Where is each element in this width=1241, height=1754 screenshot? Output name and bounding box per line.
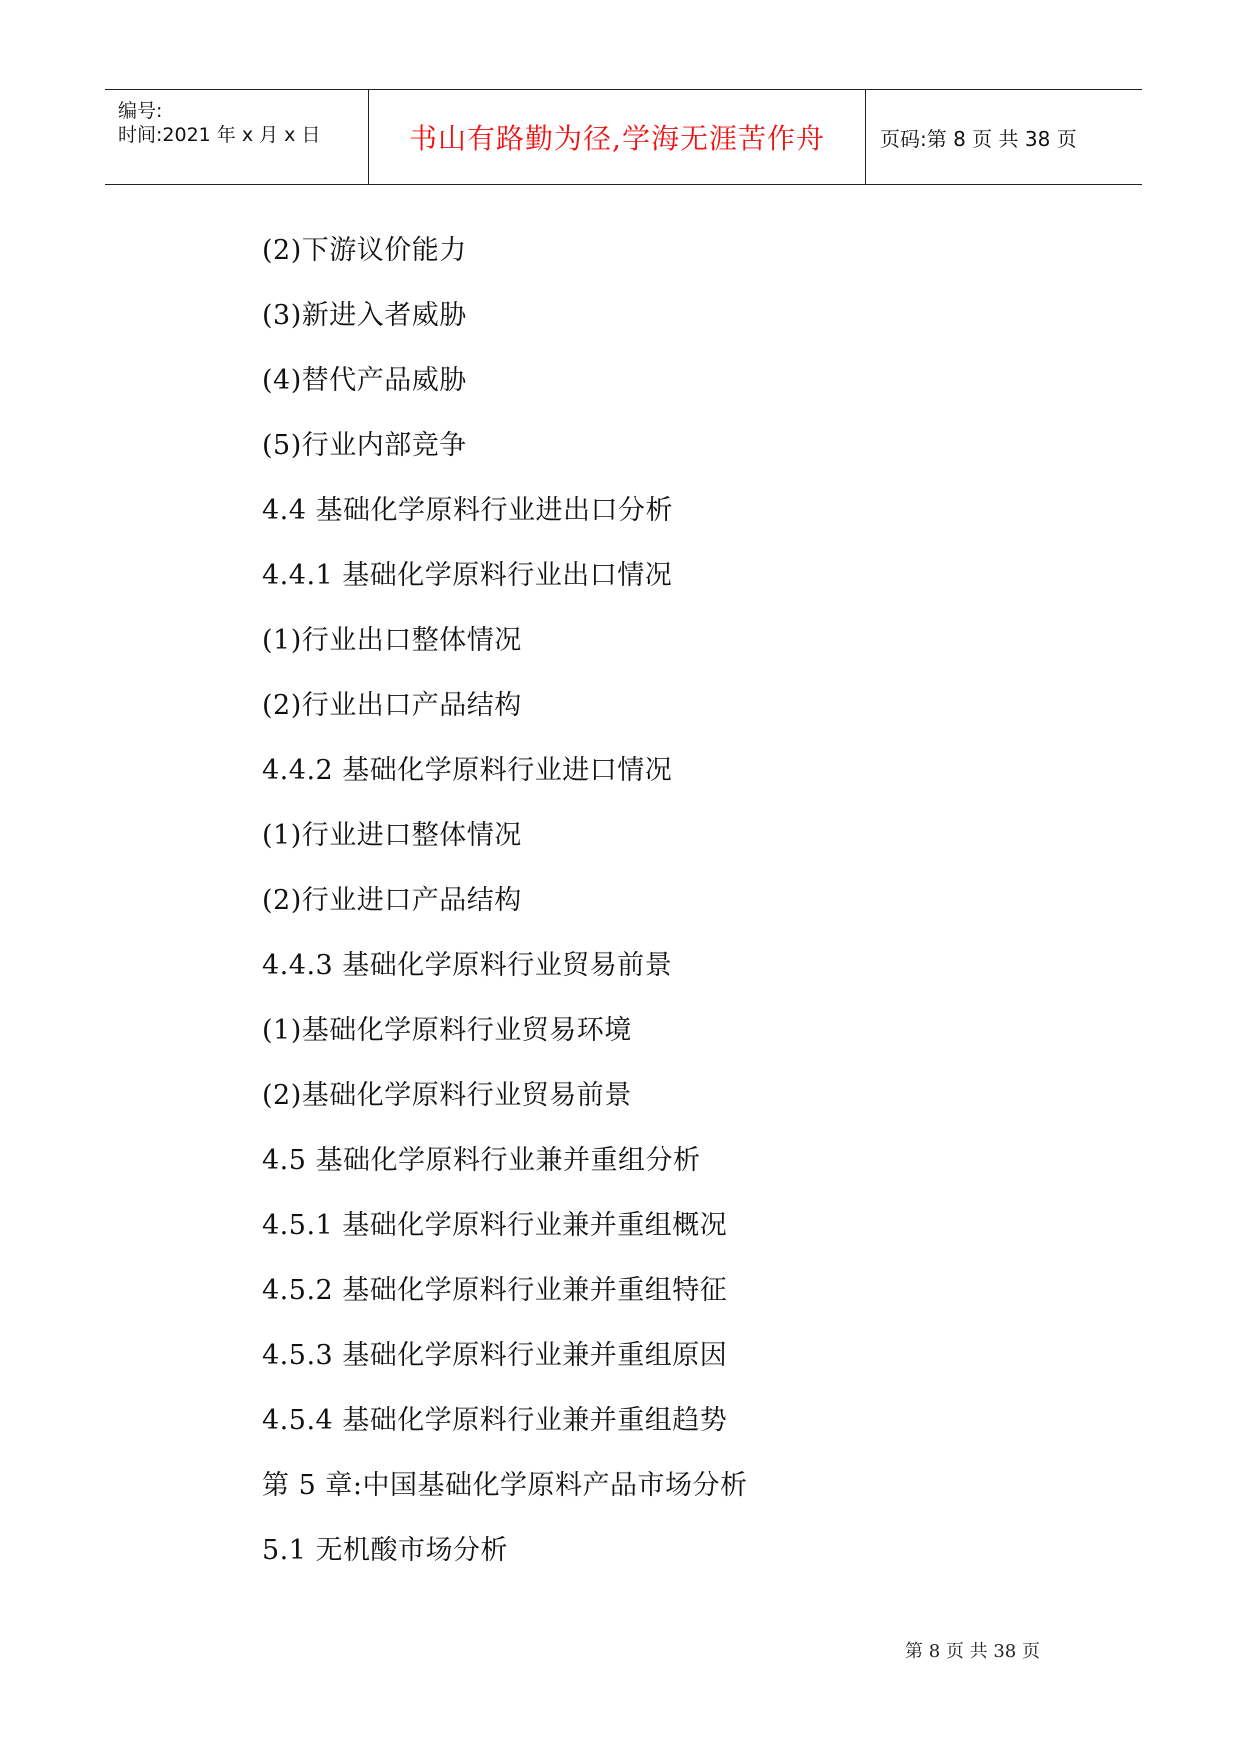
- document-number-label: 编号:: [118, 100, 163, 122]
- toc-item: (5)行业内部竞争: [262, 430, 467, 461]
- toc-item: (2)下游议价能力: [262, 235, 467, 266]
- toc-item: (2)行业进口产品结构: [262, 885, 522, 916]
- toc-item: 4.5.3 基础化学原料行业兼并重组原因: [262, 1340, 728, 1371]
- toc-item: 4.4.2 基础化学原料行业进口情况: [262, 755, 673, 786]
- document-time-label: 时间:2021 年 x 月 x 日: [118, 124, 321, 146]
- toc-item: 5.1 无机酸市场分析: [262, 1535, 509, 1566]
- toc-item: 4.4 基础化学原料行业进出口分析: [262, 495, 674, 526]
- toc-item: 4.5.4 基础化学原料行业兼并重组趋势: [262, 1405, 728, 1436]
- toc-item: 4.5.2 基础化学原料行业兼并重组特征: [262, 1275, 728, 1306]
- toc-item: (2)行业出口产品结构: [262, 690, 522, 721]
- header-page-cell: [866, 90, 1142, 184]
- toc-item: (3)新进入者威胁: [262, 300, 467, 331]
- header-page-info: 页码:第 8 页 共 38 页: [880, 126, 1077, 151]
- toc-item: (1)行业进口整体情况: [262, 820, 522, 851]
- page-header: [105, 89, 1142, 185]
- toc-item: 4.5.1 基础化学原料行业兼并重组概况: [262, 1210, 728, 1241]
- toc-item: 4.4.3 基础化学原料行业贸易前景: [262, 950, 673, 981]
- header-motto: 书山有路勤为径,学海无涯苦作舟: [409, 122, 825, 155]
- toc-item: (1)基础化学原料行业贸易环境: [262, 1015, 632, 1046]
- header-meta-cell: [105, 90, 369, 184]
- toc-item: 4.5 基础化学原料行业兼并重组分析: [262, 1145, 701, 1176]
- toc-item: (1)行业出口整体情况: [262, 625, 522, 656]
- toc-item: 4.4.1 基础化学原料行业出口情况: [262, 560, 673, 591]
- toc-item: (2)基础化学原料行业贸易前景: [262, 1080, 632, 1111]
- toc-item: (4)替代产品威胁: [262, 365, 467, 396]
- header-motto-cell: [369, 90, 866, 184]
- toc-item: 第 5 章:中国基础化学原料产品市场分析: [262, 1470, 748, 1501]
- page-footer: 第 8 页 共 38 页: [905, 1641, 1040, 1662]
